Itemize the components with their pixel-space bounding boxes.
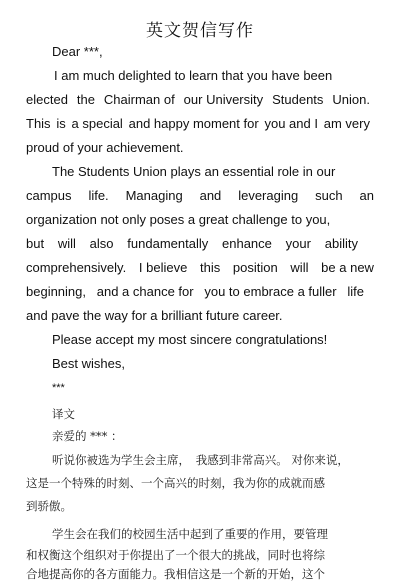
paragraph-2-line-6 bbox=[26, 284, 364, 300]
word: and bbox=[199, 188, 222, 203]
word: Students bbox=[272, 92, 324, 107]
word: and a chance for bbox=[96, 284, 194, 299]
word: beginning, bbox=[26, 284, 86, 299]
paragraph-2-line-5 bbox=[26, 260, 374, 276]
paragraph-2-line-2 bbox=[26, 188, 374, 204]
word: enhance bbox=[222, 236, 272, 251]
translation-paragraph-2-line-2: 和权衡这个组织对于你提出了一个很大的挑战，同时也将综 bbox=[26, 548, 325, 562]
translation-paragraph-1-line-2: 这是一个特殊的时刻、一个高兴的时刻，我为你的成就而感 bbox=[26, 476, 325, 490]
closing: Best wishes, bbox=[52, 356, 125, 371]
word: an bbox=[359, 188, 374, 203]
paragraph-1-line-4: proud of your achievement. bbox=[26, 140, 184, 155]
word: the bbox=[76, 92, 95, 107]
word: will bbox=[290, 260, 309, 275]
translation-paragraph-1-line-3: 到骄傲。 bbox=[26, 499, 72, 513]
word: and happy moment for bbox=[128, 116, 259, 131]
word: am very bbox=[323, 116, 370, 131]
word: you and I bbox=[264, 116, 318, 131]
word: comprehensively. bbox=[26, 260, 127, 275]
paragraph-2-line-1: The Students Union plays an essential role in our bbox=[52, 164, 336, 179]
translation-paragraph-2-line-3: 合地提高你的各方面能力。我相信这是一个新的开始，这个 bbox=[26, 567, 325, 581]
word: elected bbox=[26, 92, 68, 107]
word: also bbox=[89, 236, 114, 251]
word: Union. bbox=[332, 92, 370, 107]
word: will bbox=[57, 236, 76, 251]
word: Chairman of bbox=[103, 92, 175, 107]
page-title: 英文贺信写作 bbox=[146, 21, 254, 41]
word: life. bbox=[88, 188, 109, 203]
word: your bbox=[285, 236, 311, 251]
word: a special bbox=[71, 116, 123, 131]
word: such bbox=[315, 188, 343, 203]
word: campus bbox=[26, 188, 72, 203]
word: leveraging bbox=[238, 188, 299, 203]
translation-paragraph-2-line-1: 学生会在我们的校园生活中起到了重要的作用，要管理 bbox=[52, 527, 328, 541]
word: fundamentally bbox=[127, 236, 209, 251]
word: but bbox=[26, 236, 45, 251]
paragraph-2-line-4 bbox=[26, 236, 358, 252]
word: our University bbox=[183, 92, 264, 107]
translation-paragraph-1-line-1: 听说你被选为学生会主席， 我感到非常高兴。 对你来说， bbox=[52, 453, 349, 467]
word: ability bbox=[324, 236, 358, 251]
word: This bbox=[26, 116, 51, 131]
paragraph-2-line-7: and pave the way for a brilliant future career. bbox=[26, 308, 283, 323]
word: I believe bbox=[138, 260, 188, 275]
word: life bbox=[347, 284, 364, 299]
salutation: Dear ***, bbox=[52, 44, 103, 59]
word: Managing bbox=[125, 188, 183, 203]
paragraph-1-line-2 bbox=[26, 92, 370, 108]
signature: *** bbox=[52, 382, 65, 394]
paragraph-1-line-1: I am much delighted to learn that you have been bbox=[54, 68, 333, 83]
translation-salutation: 亲爱的 *** ： bbox=[52, 429, 123, 443]
word: is bbox=[56, 116, 66, 131]
paragraph-1-line-3 bbox=[26, 116, 370, 132]
congratulations-line: Please accept my most sincere congratulations! bbox=[52, 332, 328, 347]
paragraph-2-line-3: organization not only poses a great challenge to you, bbox=[26, 212, 331, 227]
translation-heading: 译文 bbox=[52, 407, 75, 421]
word: be a new bbox=[321, 260, 374, 275]
word: this bbox=[200, 260, 221, 275]
word: position bbox=[232, 260, 278, 275]
word: you to embrace a fuller bbox=[204, 284, 337, 299]
